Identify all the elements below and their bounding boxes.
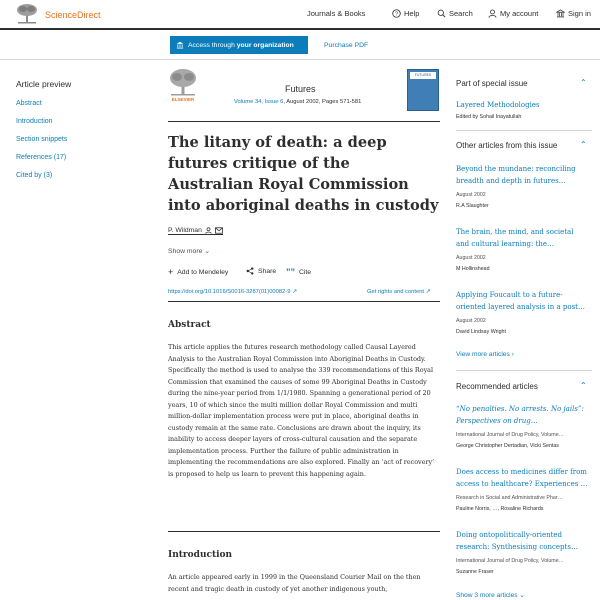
other-article-author: R.A Slaughter xyxy=(456,203,489,209)
collapse-special-issue-chevron-icon[interactable]: ⌃ xyxy=(580,78,587,87)
divider xyxy=(168,301,440,302)
sciencedirect-brand-link[interactable]: ScienceDirect xyxy=(45,10,101,20)
other-article-author: David Lindsay Wright xyxy=(456,329,506,335)
access-bar xyxy=(0,32,600,60)
special-issue-heading: Part of special issue xyxy=(456,79,528,88)
share-icon xyxy=(246,267,254,275)
journals-books-link[interactable] xyxy=(307,9,365,18)
svg-text:ELSEVIER: ELSEVIER xyxy=(171,97,195,102)
collapse-recommended-chevron-icon[interactable]: ⌃ xyxy=(580,381,587,390)
volume-info xyxy=(234,99,361,105)
share-label: Share xyxy=(258,267,277,275)
recommended-article-source: International Journal of Drug Policy, Volume… xyxy=(456,558,564,564)
share-button[interactable] xyxy=(246,267,276,275)
search-icon xyxy=(437,9,446,18)
chevron-down-icon: ⌄ xyxy=(519,592,525,599)
institution-icon xyxy=(556,9,565,18)
access-through-organization-button[interactable] xyxy=(170,36,308,54)
access-prefix: Access through xyxy=(188,41,237,49)
chevron-right-icon: › xyxy=(511,351,514,358)
quote-icon: ”” xyxy=(286,267,295,277)
recommended-article-authors: George Christopher Dertadian, Vicki Sentas xyxy=(456,443,559,449)
search-link[interactable] xyxy=(437,9,473,18)
other-article-link[interactable]: Beyond the mundane: reconciling breadth and depth in futures… xyxy=(456,165,576,185)
help-link[interactable] xyxy=(392,9,419,18)
recommended-article-link[interactable]: Does access to medicines differ from access to healthcare? Experiences … xyxy=(456,468,588,488)
sidebar-item-references[interactable]: References (17) xyxy=(16,154,67,161)
purchase-pdf-link[interactable]: Purchase PDF xyxy=(324,42,369,49)
divider xyxy=(456,130,592,131)
nav-label: Sign in xyxy=(568,9,591,18)
introduction-text: An article appeared early in 1999 in the Queensland Courier Mail on the then recent and tragic death in custody of yet another indigenous youth, xyxy=(168,573,421,593)
divider xyxy=(456,370,592,371)
chevron-down-icon: ⌄ xyxy=(204,248,210,255)
elsevier-logo[interactable] xyxy=(168,68,198,102)
sign-in-link[interactable] xyxy=(556,9,591,18)
nav-label: Journals & Books xyxy=(307,9,366,18)
sidebar-item-abstract[interactable]: Abstract xyxy=(16,100,42,107)
rights-link[interactable] xyxy=(367,289,431,295)
other-article-link[interactable]: The brain, the mind, and societal and cultural learning: the… xyxy=(456,228,574,248)
other-article-date: August 2002 xyxy=(456,192,486,198)
recommended-heading: Recommended articles xyxy=(456,382,538,391)
nav-label: My account xyxy=(500,9,539,18)
other-articles-heading: Other articles from this issue xyxy=(456,141,558,150)
volume-details: , August 2002, Pages 571-581 xyxy=(283,99,362,105)
recommended-article-authors: Pauline Norris, …, Rosaline Richards xyxy=(456,506,544,512)
my-account-link[interactable] xyxy=(488,9,538,18)
introduction-heading: Introduction xyxy=(168,550,233,560)
other-article-date: August 2002 xyxy=(456,255,486,261)
institution-icon xyxy=(176,41,184,49)
article-title: The litany of death: a deep futures critique of the Australian Royal Commission into aboriginal deaths in custody xyxy=(168,134,439,214)
collapse-other-articles-chevron-icon[interactable]: ⌃ xyxy=(580,140,587,149)
recommended-article-link[interactable]: “No penalties. No arrests. No jails”: Perspectives on drug… xyxy=(456,405,584,425)
doi-link[interactable] xyxy=(168,289,297,295)
user-icon xyxy=(488,9,497,18)
show-more-toggle[interactable] xyxy=(168,247,210,255)
cite-button[interactable] xyxy=(286,267,311,277)
external-link-icon: ↗ xyxy=(292,289,297,295)
person-icon xyxy=(205,227,212,234)
show-more-articles-label: Show 3 more articles xyxy=(456,592,518,599)
volume-issue-link[interactable]: Volume 34, Issue 6 xyxy=(234,99,284,105)
show-more-articles-link[interactable] xyxy=(456,591,525,599)
article-preview-heading: Article preview xyxy=(16,79,72,89)
divider xyxy=(168,121,440,122)
plus-icon: + xyxy=(168,267,174,277)
elsevier-tree-logo[interactable] xyxy=(15,3,39,24)
divider xyxy=(168,531,440,532)
cite-label: Cite xyxy=(299,268,312,276)
journal-cover-image[interactable] xyxy=(407,69,439,111)
recommended-article-source: Research in Social and Administrative Phar… xyxy=(456,495,563,501)
special-issue-link[interactable]: Layered Methodologies xyxy=(456,101,540,109)
access-bold: your organization xyxy=(236,41,294,49)
journal-title-link[interactable]: Futures xyxy=(285,84,316,94)
rights-text: Get rights and content xyxy=(367,289,425,295)
help-icon xyxy=(392,9,401,18)
other-article-link[interactable]: Applying Foucault to a future-oriented layered analysis in a post… xyxy=(456,291,585,311)
mendeley-label: Add to Mendeley xyxy=(177,268,229,276)
recommended-article-link[interactable]: Doing ontopolitically-oriented research: Synthesising concepts… xyxy=(456,531,578,551)
other-article-date: August 2002 xyxy=(456,318,486,324)
svg-text:?: ? xyxy=(395,11,398,18)
sidebar-item-cited-by[interactable]: Cited by (3) xyxy=(16,172,53,179)
doi-text: https://doi.org/10.1016/S0016-3287(01)00082-9 xyxy=(168,289,291,295)
view-more-articles-link[interactable] xyxy=(456,351,514,358)
recommended-article-authors: Suzanne Fraser xyxy=(456,569,494,575)
recommended-article-source: International Journal of Drug Policy, Volume… xyxy=(456,432,564,438)
abstract-heading: Abstract xyxy=(168,320,211,330)
view-more-label: View more articles xyxy=(456,351,510,358)
email-icon xyxy=(215,227,223,234)
other-article-author: M Hollinshead xyxy=(456,266,490,272)
top-bar xyxy=(0,0,600,30)
nav-label: Help xyxy=(404,9,420,18)
author-link[interactable] xyxy=(168,227,223,235)
add-to-mendeley-button[interactable] xyxy=(168,267,228,277)
external-link-icon: ↗ xyxy=(425,289,431,295)
abstract-text: This article applies the futures research methodology called Causal Layered Analysis to the Australian Royal Commission into Aboriginal Deaths in Custody. Specifically the method is used to analyse the 339 recommendations of this Royal Commission that examined the causes of some 99 Aboriginal Deaths in Custody during the nine-year period from 1/1/1980. Spanning a generational period of 20 years, 10 of which since the multi million dollar Royal Commission and multi million-dollar implementation process were put in place, aboriginal deaths in custody remain at the same rate. Conclusions are drawn about the inquiry, its inability to access deeper layers of cross-cultural causation and the separate implementation process. Further the failure of public administration in implementing the recommendations are also explored. Finally an ‘act of recovery’ is proposed to help us learn to prevent this happening again. xyxy=(168,343,435,479)
show-more-label: Show more xyxy=(168,248,203,255)
nav-label: Search xyxy=(449,9,473,18)
sidebar-item-section-snippets[interactable]: Section snippets xyxy=(16,136,68,143)
author-name: P. Wildman xyxy=(168,227,202,234)
special-issue-editor: Edited by Sohail Inayatullah xyxy=(456,114,522,120)
cover-label: FUTURES xyxy=(410,72,436,79)
sidebar-item-introduction[interactable]: Introduction xyxy=(16,118,53,125)
